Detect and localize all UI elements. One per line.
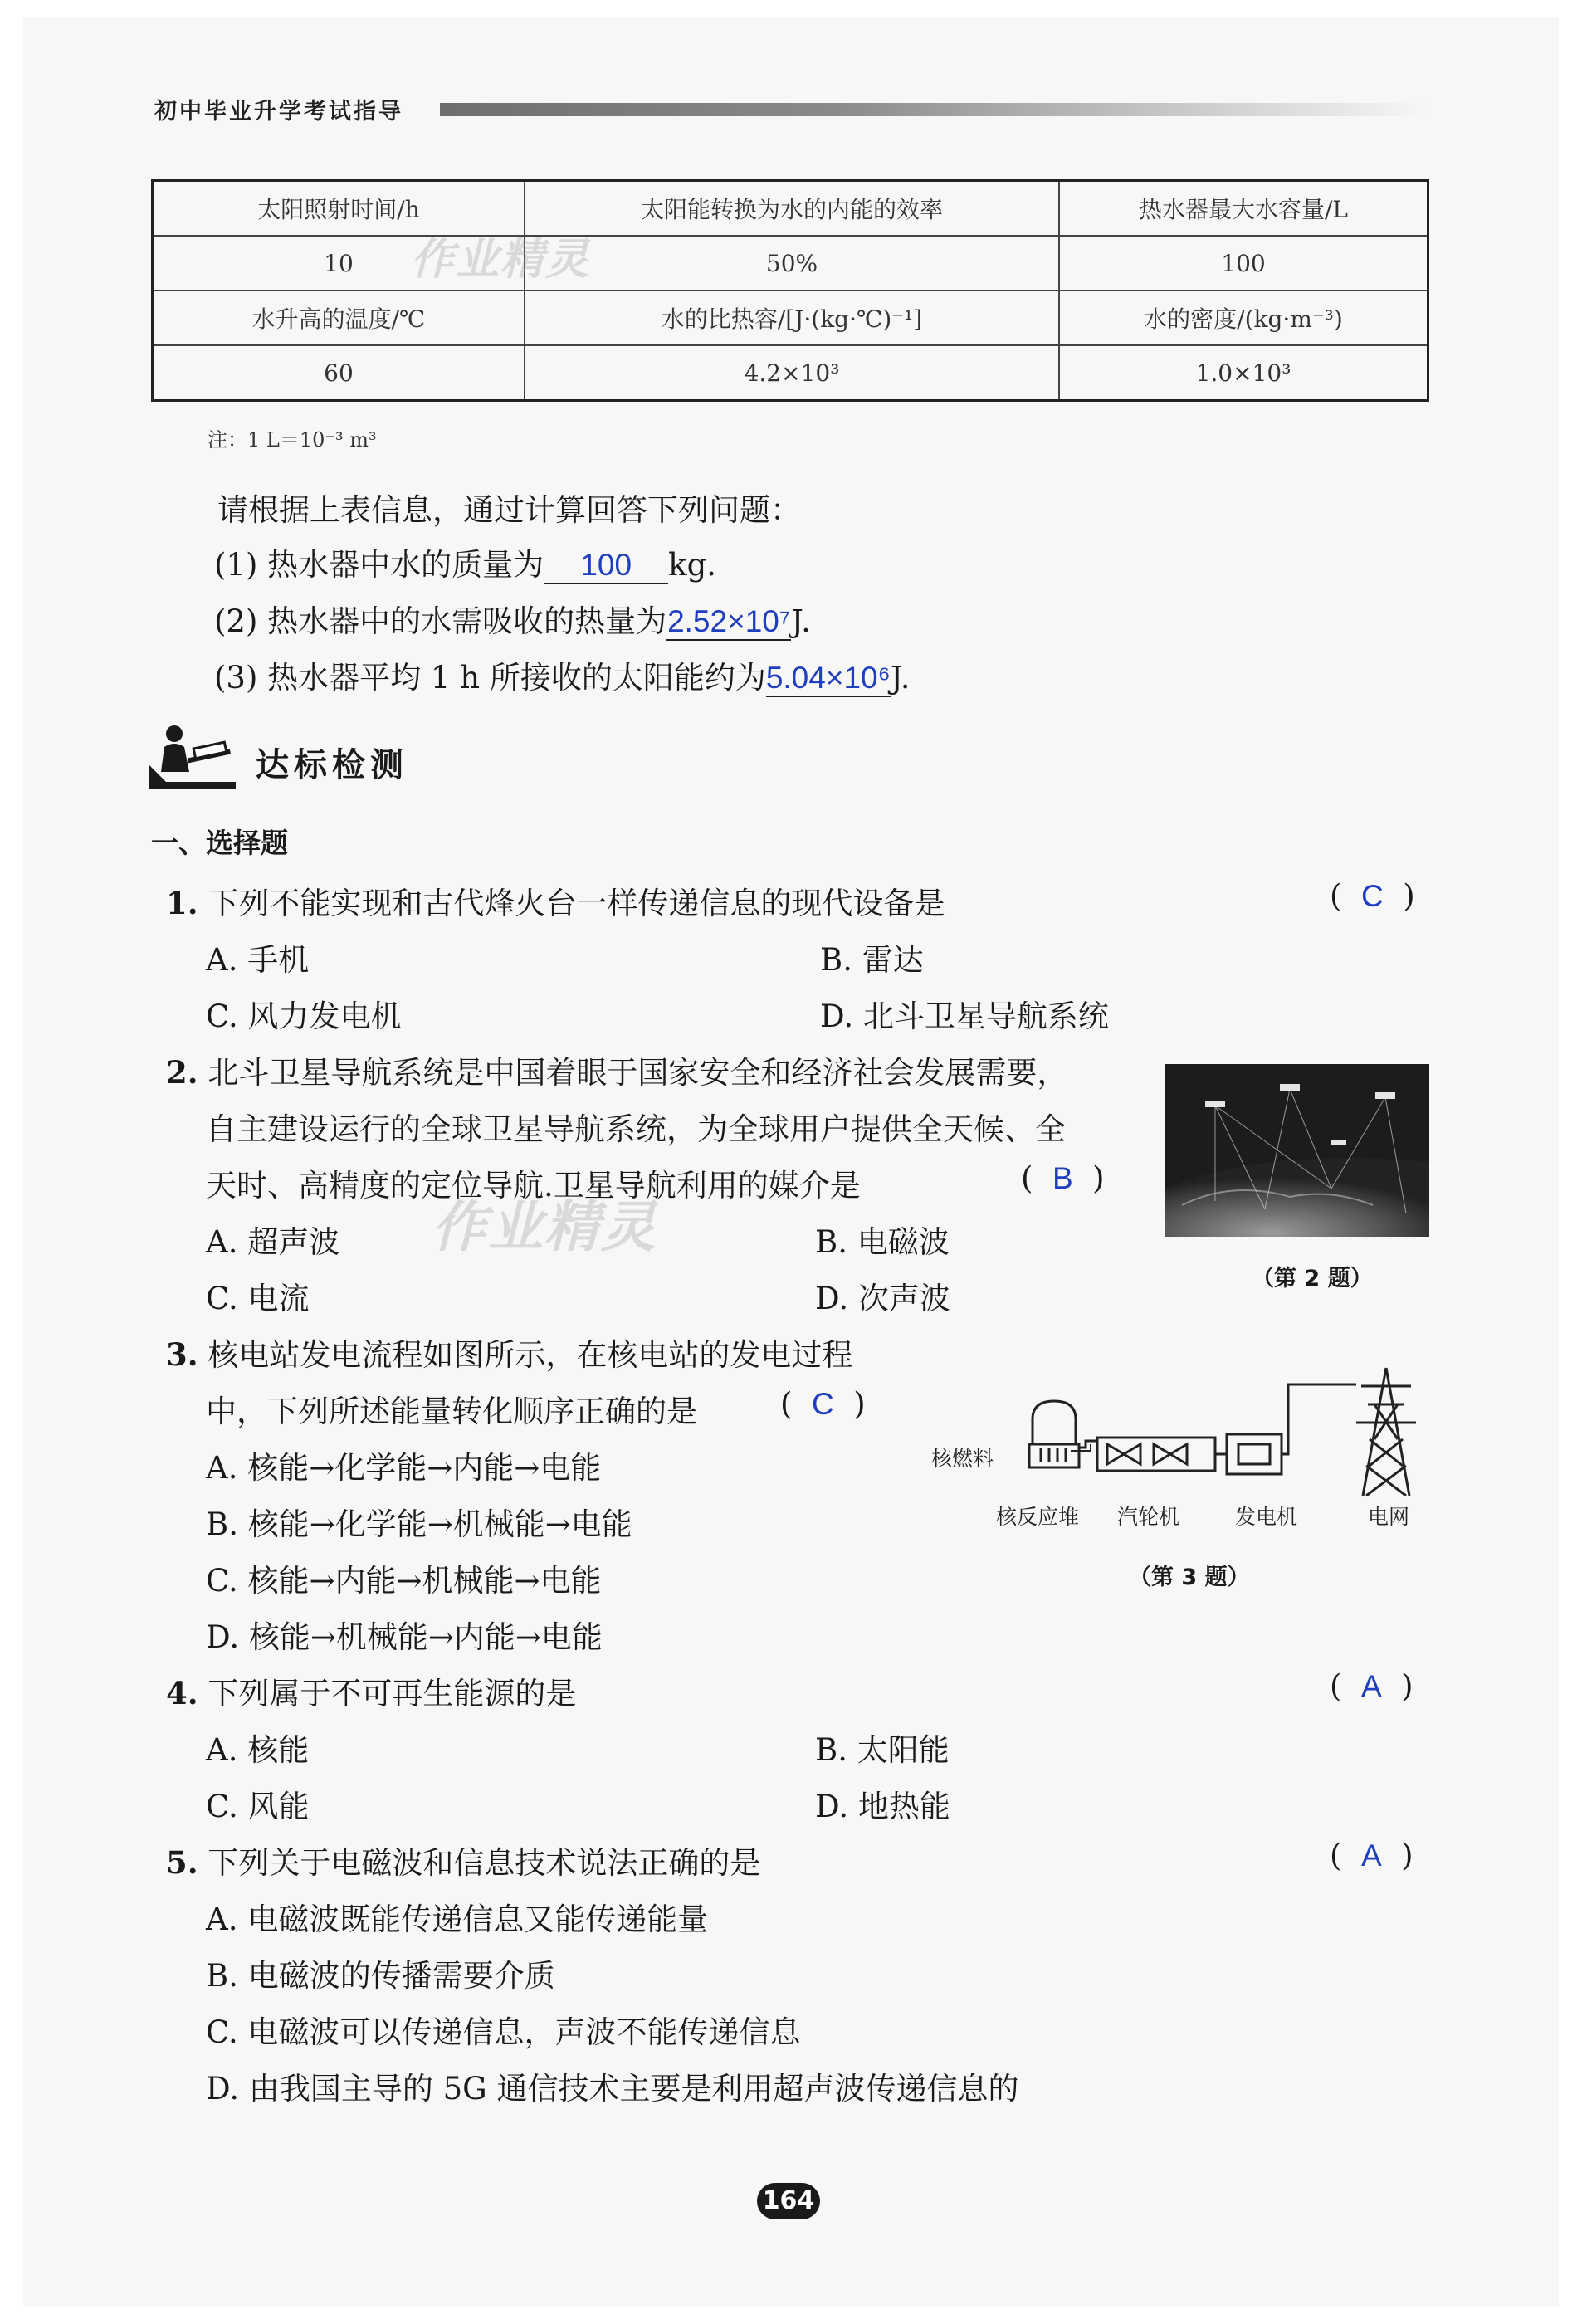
category-heading: 一、选择题 bbox=[151, 827, 288, 859]
fill-question-3 bbox=[214, 652, 911, 697]
question-text: 北斗卫星导航系统是中国着眼于国家安全和经济社会发展需要， bbox=[208, 1055, 1068, 1091]
table-row bbox=[153, 181, 1428, 237]
question-text: 下列不能实现和古代烽火台一样传递信息的现代设备是 bbox=[208, 886, 945, 921]
option: A. 手机 bbox=[206, 942, 310, 978]
option: D. 地热能 bbox=[815, 1789, 950, 1824]
question-text: 中，下列所述能量转化顺序正确的是 bbox=[206, 1394, 697, 1429]
table-cell: 水的密度/(kg·m⁻³) bbox=[1059, 290, 1428, 345]
question-number: 1. bbox=[166, 885, 198, 921]
answer-bracket: ( A ) bbox=[1330, 1668, 1414, 1704]
table-row bbox=[153, 290, 1428, 345]
answer-bracket: ( C ) bbox=[780, 1386, 866, 1422]
choice-answer: A bbox=[1360, 1669, 1382, 1703]
option: D. 北斗卫星导航系统 bbox=[820, 998, 1109, 1034]
option: B. 雷达 bbox=[820, 942, 924, 978]
table-cell: 50% bbox=[525, 236, 1059, 290]
section-title: 达标检测 bbox=[256, 746, 408, 784]
option: D. 由我国主导的 5G 通信技术主要是利用超声波传递信息的 bbox=[206, 2071, 1019, 2107]
table-cell: 太阳能转换为水的内能的效率 bbox=[525, 181, 1059, 237]
watermark: 作业精灵 bbox=[411, 235, 591, 285]
answer-bracket: ( A ) bbox=[1330, 1838, 1414, 1873]
option: D. 次声波 bbox=[815, 1281, 950, 1316]
question-number: 3. bbox=[166, 1336, 198, 1373]
table-cell: 热水器最大水容量/L bbox=[1059, 181, 1428, 237]
table-cell: 1.0×10³ bbox=[1059, 345, 1428, 401]
option: A. 超声波 bbox=[206, 1224, 340, 1260]
prompt-text: 请根据上表信息，通过计算回答下列问题： bbox=[217, 492, 801, 528]
choice-answer: B bbox=[1052, 1161, 1073, 1195]
question-1-stem bbox=[166, 878, 945, 923]
question-5-stem bbox=[166, 1838, 760, 1882]
answer-blank: 100 bbox=[544, 548, 668, 584]
reader-icon bbox=[149, 722, 236, 788]
choice-answer: C bbox=[1360, 879, 1384, 913]
option: B. 电磁波 bbox=[815, 1224, 950, 1260]
nuclear-plant-diagram bbox=[1021, 1361, 1431, 1502]
option: A. 电磁波既能传递信息又能传递能量 bbox=[206, 1902, 709, 1937]
answer-blank: 5.04×10⁶ bbox=[766, 661, 891, 697]
watermark: 作业精灵 bbox=[432, 1195, 657, 1259]
fill-question-suffix: kg. bbox=[668, 547, 717, 583]
question-text: 自主建设运行的全球卫星导航系统，为全球用户提供全天候、全 bbox=[206, 1111, 1066, 1147]
table-row bbox=[153, 236, 1428, 290]
diagram-label-turbine: 汽轮机 bbox=[1117, 1505, 1180, 1529]
question-2-stem bbox=[166, 1047, 1067, 1092]
choice-answer: A bbox=[1360, 1838, 1382, 1872]
page-number: 164 bbox=[757, 2183, 820, 2219]
option: D. 核能→机械能→内能→电能 bbox=[206, 1619, 603, 1655]
question-text: 下列属于不可再生能源的是 bbox=[208, 1676, 577, 1711]
diagram-label-fuel: 核燃料 bbox=[931, 1447, 994, 1471]
table-row bbox=[153, 345, 1428, 401]
header-rule bbox=[440, 103, 1428, 116]
table-cell: 水的比热容/[J·(kg·℃)⁻¹] bbox=[525, 290, 1059, 345]
table-cell: 太阳照射时间/h bbox=[153, 181, 525, 237]
choice-answer: C bbox=[811, 1387, 834, 1421]
diagram-label-generator: 发电机 bbox=[1235, 1505, 1298, 1529]
option: C. 风力发电机 bbox=[206, 998, 402, 1034]
figure-caption: （第 2 题） bbox=[1252, 1266, 1373, 1291]
header-title: 初中毕业升学考试指导 bbox=[154, 99, 403, 124]
question-4-stem bbox=[166, 1668, 576, 1713]
table-cell: 60 bbox=[153, 345, 525, 401]
option: A. 核能→化学能→内能→电能 bbox=[206, 1450, 602, 1486]
table-cell: 水升高的温度/℃ bbox=[153, 290, 525, 345]
data-table bbox=[151, 179, 1429, 402]
table-cell: 4.2×10³ bbox=[525, 345, 1059, 401]
question-text: 核电站发电流程如图所示，在核电站的发电过程 bbox=[208, 1337, 853, 1373]
option: C. 电磁波可以传递信息，声波不能传递信息 bbox=[206, 2014, 801, 2050]
option: C. 电流 bbox=[206, 1281, 310, 1316]
table-note: 注：1 L＝10⁻³ m³ bbox=[208, 428, 377, 452]
question-3-stem bbox=[166, 1330, 852, 1374]
option: B. 电磁波的传播需要介质 bbox=[206, 1958, 555, 1994]
question-text: 天时、高精度的定位导航.卫星导航利用的媒介是 bbox=[206, 1168, 861, 1204]
fill-question-suffix: J. bbox=[890, 660, 911, 696]
fill-question-suffix: J. bbox=[791, 603, 811, 639]
table-cell: 10 bbox=[153, 236, 525, 290]
option: B. 太阳能 bbox=[815, 1732, 950, 1768]
question-number: 2. bbox=[166, 1054, 198, 1091]
answer-blank: 2.52×10⁷ bbox=[666, 604, 791, 641]
table-cell: 100 bbox=[1059, 236, 1428, 290]
question-number: 4. bbox=[166, 1675, 198, 1711]
figure-caption: （第 3 题） bbox=[1129, 1565, 1250, 1590]
option: C. 核能→内能→机械能→电能 bbox=[206, 1563, 602, 1599]
fill-question-text: (2) 热水器中的水需吸收的热量为 bbox=[214, 603, 667, 639]
diagram-label-grid: 电网 bbox=[1368, 1505, 1410, 1529]
option: B. 核能→化学能→机械能→电能 bbox=[206, 1506, 632, 1542]
option: C. 风能 bbox=[206, 1789, 310, 1824]
question-number: 5. bbox=[166, 1844, 198, 1881]
option: A. 核能 bbox=[206, 1732, 310, 1768]
diagram-label-reactor: 核反应堆 bbox=[996, 1505, 1080, 1529]
fill-question-text: (1) 热水器中水的质量为 bbox=[214, 547, 544, 583]
fill-question-2 bbox=[214, 596, 811, 641]
question-text: 下列关于电磁波和信息技术说法正确的是 bbox=[208, 1845, 761, 1881]
satellite-photo bbox=[1165, 1064, 1429, 1237]
answer-bracket: ( B ) bbox=[1021, 1160, 1105, 1196]
fill-question-1 bbox=[214, 540, 716, 584]
fill-question-text: (3) 热水器平均 1 h 所接收的太阳能约为 bbox=[214, 660, 766, 696]
answer-bracket: ( C ) bbox=[1330, 878, 1415, 914]
